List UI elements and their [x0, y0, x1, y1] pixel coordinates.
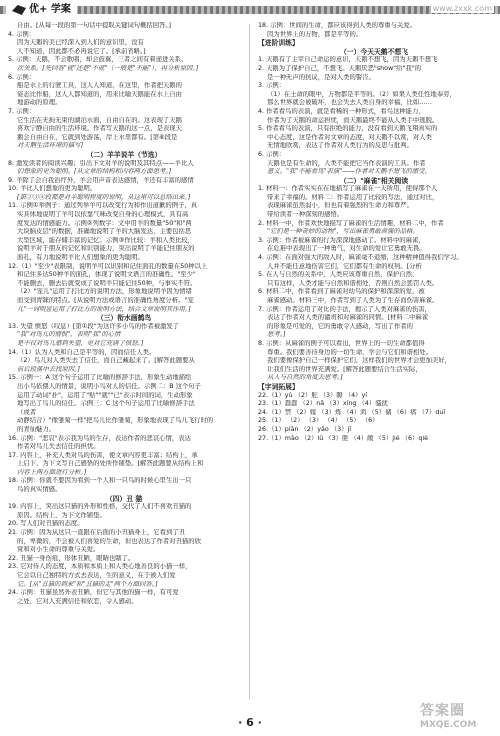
text-line: 赏和对小生命的尊重与关爱。: [17, 546, 100, 554]
text-line: 鸟的真实情感。: [17, 486, 62, 494]
text-line: 2. 天鹅为了保护自己，不想飞。天鹅厌恶"show"给"我"的: [258, 64, 422, 72]
text-line: 和记住多达50种羊的面孔，体现了说明文语言的准确性。"至少": [17, 271, 196, 279]
text-line: 它生活在无拘无束的湖泊水面，自由自在的。这表现了天鹅: [17, 116, 182, 124]
text-line: 它。[从"丑猫的到来"和"丑猫的走"两个方面回答。]: [17, 580, 158, 588]
corner-watermark: [420, 700, 494, 732]
section-heading: （二）羊羊说羊（节选）: [86, 150, 162, 159]
text-line: 6. 示例：: [8, 73, 36, 81]
text-line: 天鹅也是有生命的，人类不能把它当作表演的工具。作者: [267, 159, 426, 167]
text-line: "它们是一种奇妙的动物"，写出麻雀勇敢顽强的品格。: [267, 228, 419, 236]
text-line: 7. 示例：作者运用了对比的手法，揭示了人类对麻雀的伤害，: [258, 305, 432, 313]
text-line: 带给读者一种深刻的感悟。: [267, 211, 344, 219]
text-line: 8. 示例：从麻雀的例子可以看出，世界上的一切生命都值得: [258, 339, 425, 347]
text-line: 11. 示例①举例子：通过列举羊可以改变行为和作出道歉的例子，真: [8, 202, 198, 210]
text-line: 13. 失望 愤怒（叹息）[第①段"为这许多小鸟的作者被激发了: [8, 322, 180, 330]
text-line: 从人与自然的角度去思考。]: [267, 374, 343, 382]
text-line: 作者为了天鹅的命运担忧，而天鹅最终不能从人类手中逃脱。: [267, 116, 439, 124]
text-line: 地游动的原理。: [17, 99, 62, 107]
text-line: 10. 羊比人们想象的更为聪明。: [8, 185, 97, 193]
text-line: 我们要像保护自己一样保护它们，这样我们的世界才会更加美好，: [267, 357, 451, 365]
text-line: 而受到青睐的特点。[从说明方法或语言的准确性角度分析。"宠: [17, 297, 194, 304]
text-line: 5. 示例：天鹅，不会歌唱，却会鼓翼，三者之间有着递进关系。: [8, 56, 188, 64]
text-line: 6. 示例：: [258, 150, 286, 158]
text-line: 18. 示例：世间的生命，都应该得到人类的尊重与关爱。: [258, 22, 417, 29]
text-line: 只有这样，人类才能与自然和谐相处，否则自然会惩罚人类。: [267, 279, 439, 287]
section-heading: （一）今天天鹅不想飞: [340, 47, 408, 56]
text-line: [第②③④段都是对羊聪明程度的说明，从这里可以总结出来。]: [17, 193, 191, 201]
text-line: 4. 示例：: [8, 30, 36, 38]
logo-text: 优+ 学案: [29, 4, 71, 15]
text-line: 1. 材料一：作者实实在在地描写了麻雀在一天所用，使得那个人: [258, 185, 438, 193]
text-line: 的，卑微的，不会被人们喜爱的生命，但也表达了作者对丑猫的欣: [17, 537, 201, 545]
text-line: 说明羊对于朋友的记忆和识别能力，突出说明了羊能记住朋友的: [17, 245, 195, 253]
text-line: 8. 激发读者的阅读兴趣；引出下文对羊的说明及其特点——羊比人: [8, 159, 194, 167]
text-line: 表现麻雀虽然弱小，但也有着强烈的生命力和尊严。: [267, 202, 413, 210]
text-line: 22.（1）yù （2）舵 （3）瞭 （4）yí: [258, 391, 368, 399]
text-line: 无情地欣赏，表达了作者对人类行为的反思与批判。: [267, 142, 413, 150]
text-line: 25.（1） （2） （3） （4） （5） （6）: [258, 417, 379, 425]
text-line: 原因。结构上，为下文作铺垫。: [17, 511, 106, 519]
text-line: 思考。]: [267, 331, 286, 339]
text-line: 作者对鸟儿失去信任的担忧。: [17, 443, 100, 451]
text-line: 20. 写人们对丑猫的态度。: [8, 520, 84, 528]
text-line: 人不知道，因此都不必再说它了。[承前省略。]: [17, 47, 146, 55]
text-line: "我"对鸟儿的憎恨"，表明"我"的心情: [17, 331, 121, 339]
text-line: 上启下，为下文写自己感悟的处所作铺垫。[解答此题要从结构上和: [17, 460, 204, 468]
text-line: （2）"宠儿"运用了打比方的说明方法，形象地说明羊因为情绪: [17, 288, 192, 296]
text-line: 中心态度，这是作者对文章的态度，对天鹅不以赏，对人类: [267, 133, 432, 141]
text-line: 因为天鹅的美已经深入到人们的意识里，没有: [17, 39, 144, 47]
text-line: 是不仅对鸟儿感到失望，更对它充满了愤怒。]: [17, 339, 144, 347]
watermark-line2: MXQE.COM: [420, 720, 477, 730]
text-line: 表达了作者对人类的谴责和对麻雀的同情。[材料二中麻雀: [267, 314, 429, 322]
text-line: 27.（1）mào （2）lǜ （3）匪 （4）敞 （5）jié （6）qiè: [258, 434, 429, 442]
text-line: 麻雀感动。材料三中，作者写到了人类为了生存而伤害麻雀。: [267, 297, 439, 304]
text-line: 让我们生活的世界充满爱。[解答此题要结合生活实际，: [267, 365, 422, 373]
right-column: [258, 22, 490, 443]
text-line: 船是水上的行驶工具，这人人知道，在这里，作者把天鹅的: [17, 82, 182, 90]
text-line: 运用了动词"扑"，运用了"贴""就""已"表示时间的词，生动形象: [17, 391, 193, 399]
section-heading: （二）"麻雀"相关阅读: [339, 176, 409, 185]
text-line: 23. 它对待人的态度，本质和本质上和人类心地善良的小猫一样，: [8, 563, 192, 571]
left-column: [8, 22, 240, 606]
text-line: 尊重。我们要善待身边的一切生命，学会与它们和谐相处。: [267, 348, 432, 356]
text-line: 15. 示例一：A 这个句子运用了比喻的修辞手法，形象生动地描绘: [8, 374, 192, 382]
section-heading: （四）丑 猫: [105, 494, 143, 503]
text-line: 它会以自己独特的方式去表达，生的意义，在于被人们爱: [17, 572, 176, 579]
text-line: 24. 示例：丑猫虽然外表丑陋，但它与其他的猫一样，有可爱: [8, 589, 179, 597]
text-line: 面孔，有力地说明羊比人们想象的更为聪明。: [17, 254, 144, 262]
text-line: 人并不能任意地伤害它们，它们都有生命的权利。[分析: [267, 262, 422, 270]
text-line: 19. 内容上，突出这只猫的外形和性格，交代了人们不喜欢丑猫的: [8, 503, 192, 511]
text-line: 姿态比作船，这人人都知道的，用来比喻天鹅能在水上自由: [17, 90, 182, 98]
section-heading: 【进阶训练】: [258, 39, 299, 48]
text-line: 23.（1）蠢蠢 （2）nǎ （3）xíng （4）骚扰: [258, 400, 388, 408]
text-line: 儿"一词明显运用了打比方的说明方法，结合文章说明其作用。]: [17, 305, 191, 313]
text-line: 21. 示例：因为从这只一直跟在后面的小丑猫身上，它看到了丑: [8, 529, 186, 537]
bird-logo-icon: [12, 5, 26, 15]
text-line: 的青仙魅力。: [17, 425, 56, 433]
text-line: 5. 在人与自然的关系中，人类应该尊重自然，保护自然，: [258, 271, 419, 279]
text-line: 22. 丑猫一身伤痕，形体丑陋，眼睛也瞎了。: [8, 554, 135, 562]
text-line: （1）在土命的眼中，万物都是平等的。（2）如果人类任性地奉劳，: [267, 90, 456, 98]
section-heading: 【字词拓展】: [258, 382, 299, 391]
text-line: 的形象是可爱的，它的勇敢令人感动，写出了作者的: [267, 322, 413, 330]
text-line: 16. 示例："悲哀"表示我为鸟的生存，表达作者的悲哀心情，表达: [8, 434, 191, 442]
text-line: 带来了幸福的。材料二：作者运用了比较的写法，通过对比，: [267, 193, 439, 201]
text-line: 14.（1）认为人类和自己是平等的，因而信任人类。: [8, 348, 156, 356]
text-line: 18. 示例：你就不要因为看到一个人和一只鸟的时候心里生出一只: [8, 477, 192, 485]
text-line: 是一种无声的抗议，是对人类的警告。: [267, 73, 375, 81]
text-line: 对天鹅生活环境的描写]: [17, 142, 83, 150]
text-line: 地写出了鸟儿的信任。示例三：C 这个句子运用了比喻修辞手法: [17, 400, 195, 408]
text-line: 鹅会自由自在，它就到处游荡，岸上水里都有。[第⑥段是: [17, 133, 178, 141]
text-line: 4. 示例：在面对强大的敌人时，麻雀毫不退缩，这种精神值得我们学习。: [258, 254, 463, 262]
text-line: 1. 天鹅有了主宰自己命运的意识，天鹅不想飞，因为天鹅不想飞: [258, 56, 438, 64]
text-line: （2）鸟儿对人类失去了信任，而自己藏起来了。[解答此题要从: [17, 357, 195, 365]
text-line: 次关系。[先回答"就"还是"不就"（一般是"不能"），再分析原因。]: [17, 64, 199, 72]
text-line: 5. 作者看鸟的表演，只有拒绝的能力，没有看到天鹅飞翔真实的: [258, 125, 438, 133]
text-line: 意义。"我"不能看鸟"表演"——作者对天鹅不想飞的感受。: [267, 168, 431, 176]
text-line: 内容上两方面进行分析。]: [17, 468, 87, 476]
column-divider: [249, 24, 250, 700]
text-line: 4. 作者看鸟的表演，就是看稀的一种形式，看鸟这种能力，: [258, 107, 425, 115]
text-line: 在危难中表现出了一种勇气，对生命的爱让它勇敢无畏。: [267, 245, 426, 253]
top-watermark: www.zxxk.com: [432, 4, 492, 13]
text-line: 度发达的情感能力。示例②列数字：文中用羊的数量"50"和"两: [17, 219, 192, 227]
text-line: 大块脑皮层"的数据，准确地说明了羊的大脑发达，主要包括思: [17, 228, 192, 236]
text-line: 9. 羊除了会自我治疗外，羊会用声音表达感情，羊还有丰富的感情: [8, 176, 194, 184]
brand-logo: [6, 1, 77, 19]
text-line: 喜欢宁静自由的生活环境。作者写天鹅的这一点，是表现天: [17, 125, 182, 133]
text-line: 那么世界就会被破坏，也会失去人类自身的幸福，比如……: [267, 99, 432, 107]
text-line: 3. 示例：: [258, 82, 286, 90]
text-line: 7. 示例：: [8, 107, 36, 115]
text-line: 6. 材料二中，作者看到了麻雀对幼鸟的保护和深深的爱，被: [258, 288, 425, 296]
text-line: 们想象的更为聪明。[从文章的结构和内容两方面思考。]: [17, 168, 172, 176]
text-line: 出小鸟依偎人的情景，说明小鸟对人的信任。示例二：B 这个句子: [17, 382, 201, 390]
text-line: （或者: [17, 408, 37, 416]
page-number: · 6 ·: [238, 716, 262, 729]
text-line: 动静结合）"像雏菊一样"把鸟儿比作雏菊，形象地表现了鸟儿飞行时的: [17, 417, 214, 425]
text-line: 24.（1）禁 （2）嫁 （3）炼 （4）鸿 （5）储 （6）瘩 （7）duī: [258, 408, 446, 416]
text-line: 3. 示例：作者被麻雀的行为深深地感动了。材料中的麻雀，: [258, 236, 425, 244]
text-line: 因为世界上的万物，都是平等的。: [267, 30, 363, 38]
text-line: 前后段落中去找原因。]: [17, 365, 80, 373]
text-line: 之处，它对人充满信任和依恋，令人感动。: [17, 597, 138, 605]
text-line: 自由。[从每一段的第一句话中提取关键词句概括回答。]: [17, 22, 172, 29]
text-line: 12.（1）"至少"表限制，说明羊可以识别和记住面孔的数量在50种以上: [8, 262, 208, 270]
text-line: 实具体地说明了羊可以依靠气味改变自身的心理模式，具有高: [17, 211, 189, 219]
text-line: 不能删去，删去后就变成了说明羊只能记住50种，与事实不符。: [17, 279, 197, 287]
text-line: 26.（1）piān （2）yǎo （3）jī: [258, 425, 352, 433]
watermark-line1: 答案圈: [420, 703, 465, 719]
text-line: 大型区域，能存储丰富的记忆；示例③作比较：羊和人类比较，: [17, 236, 194, 244]
section-heading: （三）衔水画鹤鸟: [96, 314, 152, 323]
text-line: 17. 内容上，补充人类对鸟的伤害，使文章内容更丰富；结构上，承: [8, 451, 198, 459]
page-header: [0, 0, 500, 20]
text-line: 2. 材料一中，作者欢快地描写了麻雀的生活情趣，材料二中，作者: [258, 219, 444, 227]
